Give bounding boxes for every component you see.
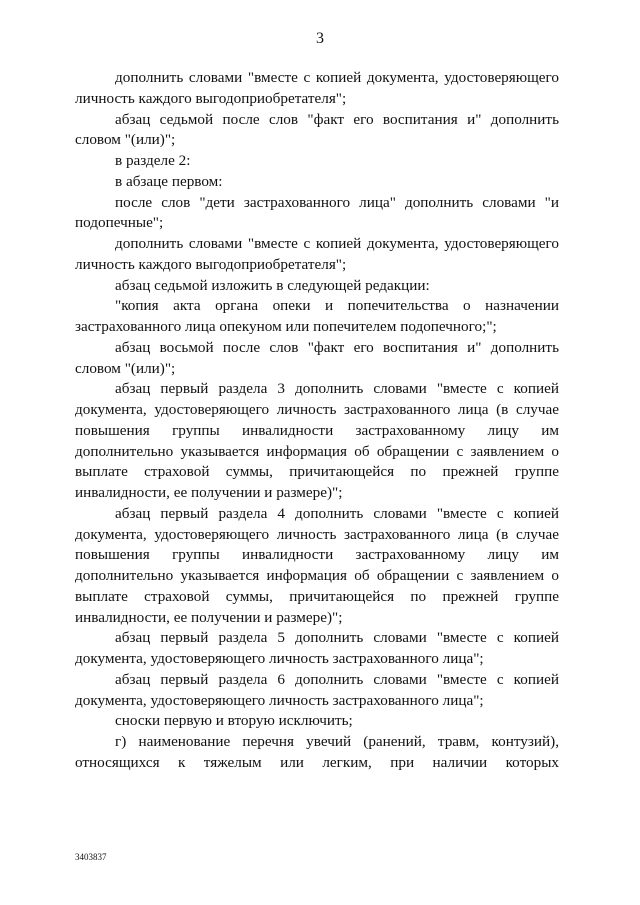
paragraph: г) наименование перечня увечий (ранений, травм, контузий), относящихся к тяжелым или легким, при наличии которых	[75, 733, 559, 771]
paragraph: в абзаце первом:	[115, 172, 223, 190]
paragraph: абзац первый раздела 6 дополнить словами "вместе с копией документа, удостоверяющего личность застрахованного лица";	[75, 670, 559, 709]
paragraph: абзац восьмой после слов "факт его воспитания и" дополнить словом "(или)";	[75, 338, 559, 377]
paragraph: дополнить словами "вместе с копией документа, удостоверяющего личность каждого выгодоприобретателя";	[75, 69, 559, 107]
paragraph: абзац седьмой после слов "факт его воспитания и" дополнить словом "(или)";	[75, 110, 559, 149]
paragraph: дополнить словами "вместе с копией документа, удостоверяющего личность каждого выгодоприобретателя";	[75, 235, 559, 273]
document-code: 3403837	[75, 852, 107, 862]
paragraph: сноски первую и вторую исключить;	[115, 712, 353, 730]
paragraph: абзац первый раздела 3 дополнить словами "вместе с копией документа, удостоверяющего личность застрахованного лица (в случае повышения группы инвалидности застрахованному лицу им дополнительно указывается информация об обращении с заявлением о выплате страховой суммы, причитающейся по прежней группе инвалидности, ее получении и размере)";	[75, 380, 559, 501]
paragraph: "копия акта органа опеки и попечительства о назначении застрахованного лица опекуном или попечителем подопечного;";	[75, 297, 559, 335]
paragraph: после слов "дети застрахованного лица" дополнить словами "и подопечные";	[75, 193, 559, 232]
document-body	[75, 68, 559, 774]
page-number: 3	[316, 30, 324, 47]
paragraph: абзац первый раздела 4 дополнить словами "вместе с копией документа, удостоверяющего личность застрахованного лица (в случае повышения группы инвалидности застрахованному лицу им дополнительно указывается информация об обращении с заявлением о выплате страховой суммы, причитающейся по прежней группе инвалидности, ее получении и размере)";	[75, 504, 559, 626]
paragraph: абзац первый раздела 5 дополнить словами "вместе с копией документа, удостоверяющего личность застрахованного лица";	[75, 629, 559, 667]
paragraph: абзац седьмой изложить в следующей редакции:	[115, 276, 430, 294]
paragraph: в разделе 2:	[115, 152, 191, 169]
